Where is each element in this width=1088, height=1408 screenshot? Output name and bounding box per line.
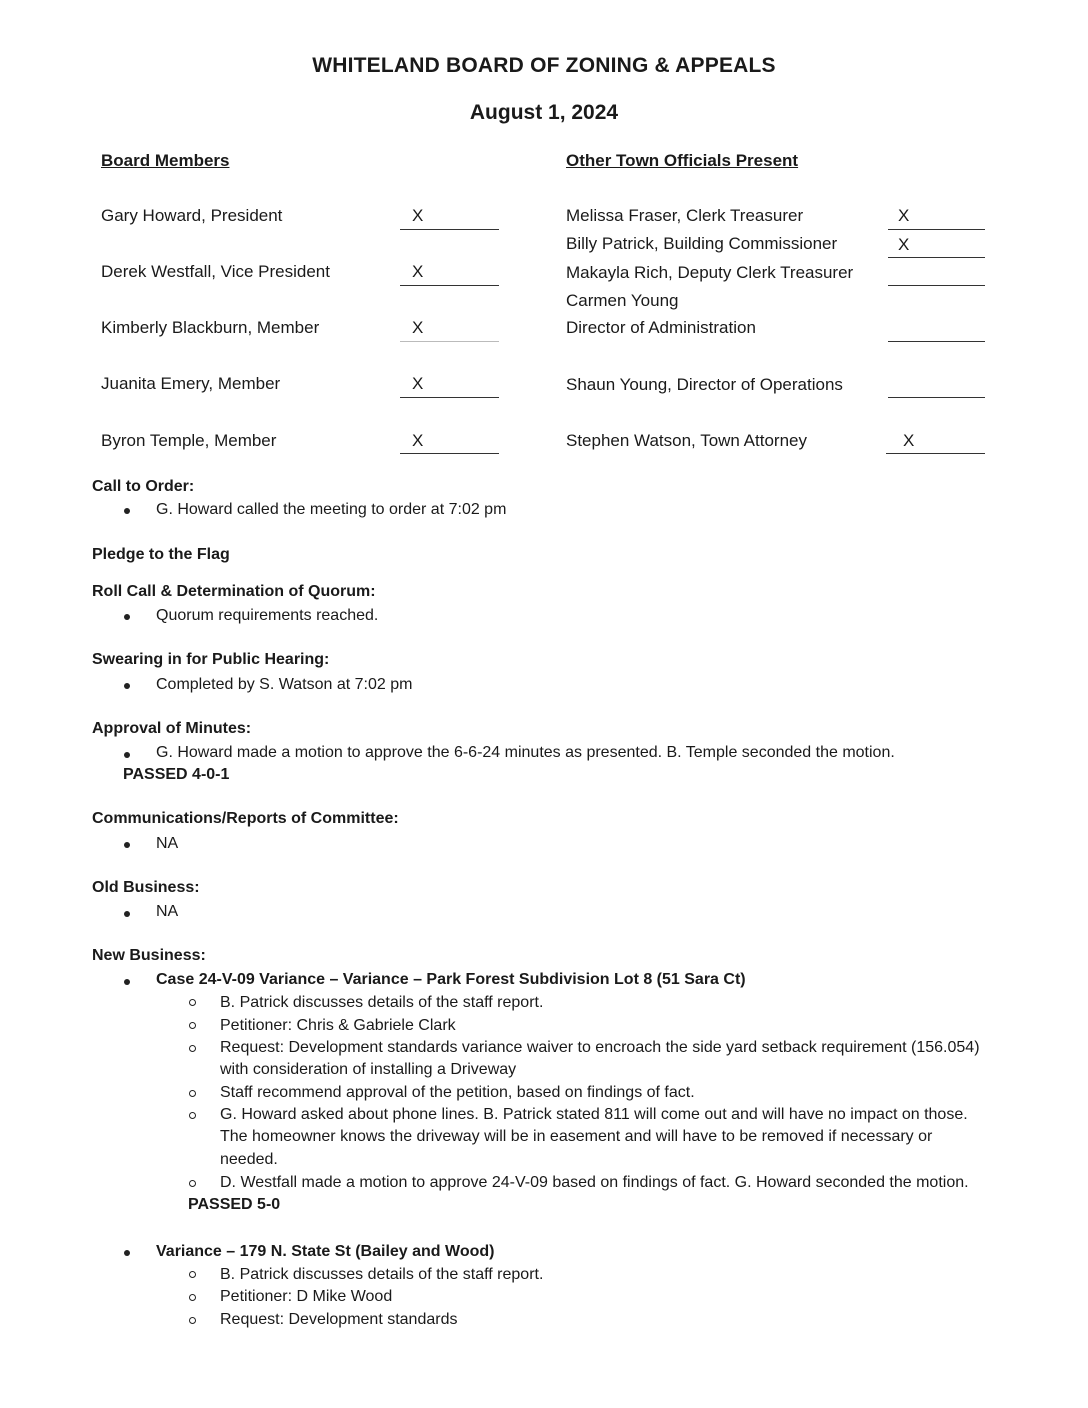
board-member-name: Juanita Emery, Member bbox=[101, 374, 281, 393]
case-detail-continued: with consideration of installing a Driveway bbox=[220, 1061, 517, 1078]
approval-item: G. Howard made a motion to approve the 6-6-24 minutes as presented. B. Temple seconded the motion. bbox=[156, 744, 895, 761]
attendance-mark: X bbox=[412, 374, 424, 393]
new-business-heading: New Business: bbox=[92, 947, 206, 964]
case-detail: D. Westfall made a motion to approve 24-V-09 based on findings of fact. G. Howard seconded the motion. bbox=[220, 1174, 969, 1191]
official-name: Stephen Watson, Town Attorney bbox=[566, 431, 807, 450]
case-detail: Request: Development standards bbox=[220, 1311, 458, 1328]
case-detail-continued: needed. bbox=[220, 1151, 278, 1168]
official-name: Shaun Young, Director of Operations bbox=[566, 375, 843, 394]
swearing-in-heading: Swearing in for Public Hearing: bbox=[92, 651, 330, 668]
case-title: Variance – 179 N. State St (Bailey and Wood) bbox=[156, 1243, 495, 1260]
communications-item: NA bbox=[156, 835, 179, 852]
official-name: Billy Patrick, Building Commissioner bbox=[566, 234, 838, 253]
attendance-line bbox=[888, 285, 985, 286]
attendance-mark: X bbox=[412, 431, 424, 450]
sub-bullet-icon bbox=[189, 1090, 196, 1097]
bullet-icon bbox=[124, 842, 130, 848]
officials-heading: Other Town Officials Present bbox=[566, 151, 799, 170]
sub-bullet-icon bbox=[189, 1294, 196, 1301]
bullet-icon bbox=[124, 1250, 130, 1256]
meeting-date: August 1, 2024 bbox=[469, 101, 619, 124]
official-name: Carmen Young bbox=[566, 291, 679, 310]
board-member-name: Byron Temple, Member bbox=[101, 431, 277, 450]
case-detail: Petitioner: Chris & Gabriele Clark bbox=[220, 1017, 456, 1034]
bullet-icon bbox=[124, 614, 130, 620]
case-detail: B. Patrick discusses details of the staff report. bbox=[220, 994, 544, 1011]
sub-bullet-icon bbox=[189, 1271, 196, 1278]
approval-result: PASSED 4-0-1 bbox=[123, 766, 230, 783]
case-result: PASSED 5-0 bbox=[188, 1196, 281, 1213]
board-member-name: Derek Westfall, Vice President bbox=[101, 262, 330, 281]
attendance-line bbox=[400, 285, 499, 286]
bullet-icon bbox=[124, 979, 130, 985]
document-title: WHITELAND BOARD OF ZONING & APPEALS bbox=[312, 54, 776, 77]
official-title: Director of Administration bbox=[566, 318, 756, 337]
attendance-mark: X bbox=[412, 206, 424, 225]
call-to-order-item: G. Howard called the meeting to order at 7:02 pm bbox=[156, 501, 507, 518]
roll-call-item: Quorum requirements reached. bbox=[156, 607, 379, 624]
attendance-line bbox=[400, 397, 499, 398]
sub-bullet-icon bbox=[189, 999, 196, 1006]
bullet-icon bbox=[124, 911, 130, 917]
case-title: Case 24-V-09 Variance – Variance – Park Forest Subdivision Lot 8 (51 Sara Ct) bbox=[156, 971, 746, 988]
call-to-order-heading: Call to Order: bbox=[92, 478, 195, 495]
attendance-mark: X bbox=[412, 318, 424, 337]
pledge-heading: Pledge to the Flag bbox=[92, 546, 230, 563]
attendance-mark: X bbox=[898, 206, 910, 225]
bullet-icon bbox=[124, 752, 130, 758]
case-detail: B. Patrick discusses details of the staff report. bbox=[220, 1266, 544, 1283]
sub-bullet-icon bbox=[189, 1317, 196, 1324]
attendance-mark: X bbox=[898, 235, 910, 254]
roll-call-heading: Roll Call & Determination of Quorum: bbox=[92, 583, 376, 600]
attendance-line bbox=[886, 453, 985, 454]
case-detail: Petitioner: D Mike Wood bbox=[220, 1288, 393, 1305]
case-detail: G. Howard asked about phone lines. B. Patrick stated 811 will come out and will have no impact on those. bbox=[220, 1106, 968, 1123]
board-member-name: Gary Howard, President bbox=[101, 206, 283, 225]
approval-heading: Approval of Minutes: bbox=[92, 720, 252, 737]
sub-bullet-icon bbox=[189, 1022, 196, 1029]
attendance-line bbox=[888, 229, 985, 230]
old-business-heading: Old Business: bbox=[92, 879, 200, 896]
sub-bullet-icon bbox=[189, 1045, 196, 1052]
attendance-line bbox=[888, 341, 985, 342]
attendance-mark: X bbox=[412, 262, 424, 281]
bullet-icon bbox=[124, 508, 130, 514]
case-detail: Request: Development standards variance waiver to encroach the side yard setback requirement (156.054) bbox=[220, 1039, 980, 1056]
communications-heading: Communications/Reports of Committee: bbox=[92, 810, 399, 827]
attendance-line bbox=[400, 341, 499, 342]
case-detail: Staff recommend approval of the petition, based on findings of fact. bbox=[220, 1084, 695, 1101]
attendance-line bbox=[888, 257, 985, 258]
old-business-item: NA bbox=[156, 903, 179, 920]
attendance-line bbox=[400, 453, 499, 454]
attendance-line bbox=[400, 229, 499, 230]
board-members-heading: Board Members bbox=[101, 151, 230, 170]
official-name: Melissa Fraser, Clerk Treasurer bbox=[566, 206, 804, 225]
case-detail-continued: The homeowner knows the driveway will be in easement and will have to be removed if necessary or bbox=[220, 1128, 933, 1145]
sub-bullet-icon bbox=[189, 1112, 196, 1119]
sub-bullet-icon bbox=[189, 1180, 196, 1187]
official-name: Makayla Rich, Deputy Clerk Treasurer bbox=[566, 263, 854, 282]
attendance-mark: X bbox=[903, 431, 915, 450]
swearing-in-item: Completed by S. Watson at 7:02 pm bbox=[156, 676, 413, 693]
board-member-name: Kimberly Blackburn, Member bbox=[101, 318, 320, 337]
attendance-line bbox=[888, 397, 985, 398]
bullet-icon bbox=[124, 683, 130, 689]
